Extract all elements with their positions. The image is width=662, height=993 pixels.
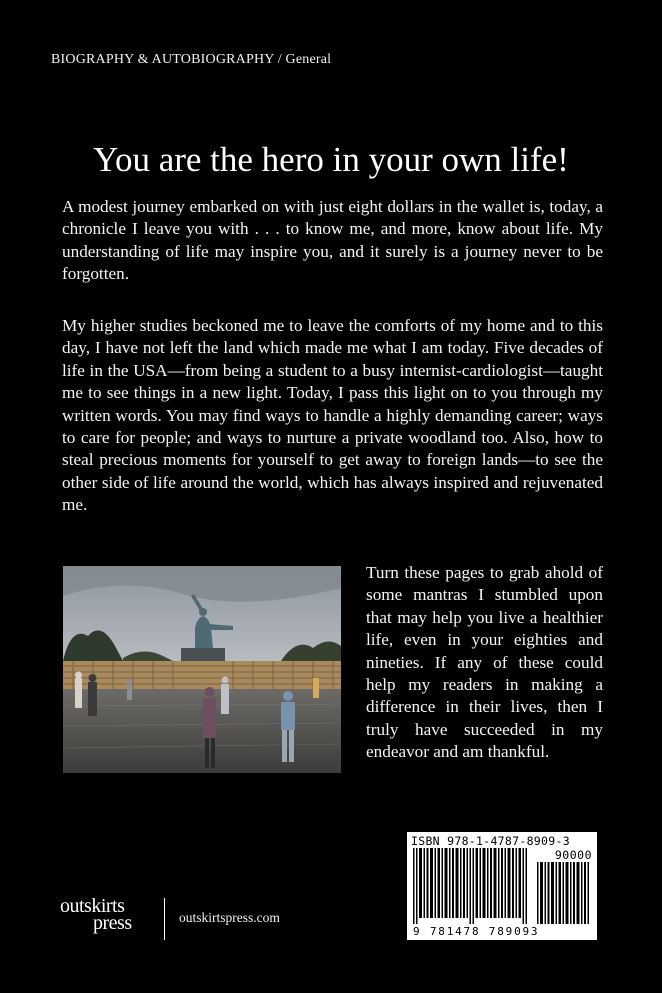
logo-line-1: outskirts bbox=[60, 895, 125, 917]
isbn-barcode bbox=[407, 832, 597, 940]
category-label: BIOGRAPHY & AUTOBIOGRAPHY / General bbox=[51, 52, 332, 67]
isbn-label: ISBN 978-1-4787-8909-3 bbox=[411, 834, 570, 848]
ean-digits: 9 781478 789093 bbox=[413, 925, 540, 938]
intro-paragraph: A modest journey embarked on with just eight dollars in the wallet is, today, a chronicle I leave you with . . . to know me, and more, know about life. My understanding of life may inspire you, and it surely is a journey never to be forgotten. bbox=[62, 197, 603, 284]
publisher-logo bbox=[60, 895, 148, 934]
headline: You are the hero in your own life! bbox=[93, 140, 569, 179]
barcode-addon: 90000 bbox=[554, 848, 592, 862]
barcode-bars bbox=[407, 832, 597, 940]
publisher-website: outskirtspress.com bbox=[179, 910, 280, 925]
closing-paragraph: Turn these pages to grab ahold of some mantras I stumbled upon that may help you live a healthier life, even in your eighties and nineties. If any of these could help my readers in making a difference in their lives, then I truly have succeeded in my endeavor and am thankful. bbox=[366, 563, 603, 762]
cover-photo bbox=[63, 566, 341, 773]
body-paragraph: My higher studies beckoned me to leave the comforts of my home and to this day, I have not left the land which made me what I am today. Five decades of life in the USA—from being a student to a busy internist-cardiologist—taught me to see things in a new light. Today, I pass this light on to you through my written words. You may find ways to handle a highly demanding career; ways to care for people; and ways to nurture a private woodland too. Also, how to steal precious moments for yourself to get away to foreign lands—to see the other side of life around the world, which has always inspired and rejuvenated me. bbox=[62, 316, 603, 515]
logo-divider bbox=[164, 898, 165, 940]
logo-line-2: press bbox=[93, 912, 132, 934]
peace-statue-photo bbox=[63, 566, 341, 773]
